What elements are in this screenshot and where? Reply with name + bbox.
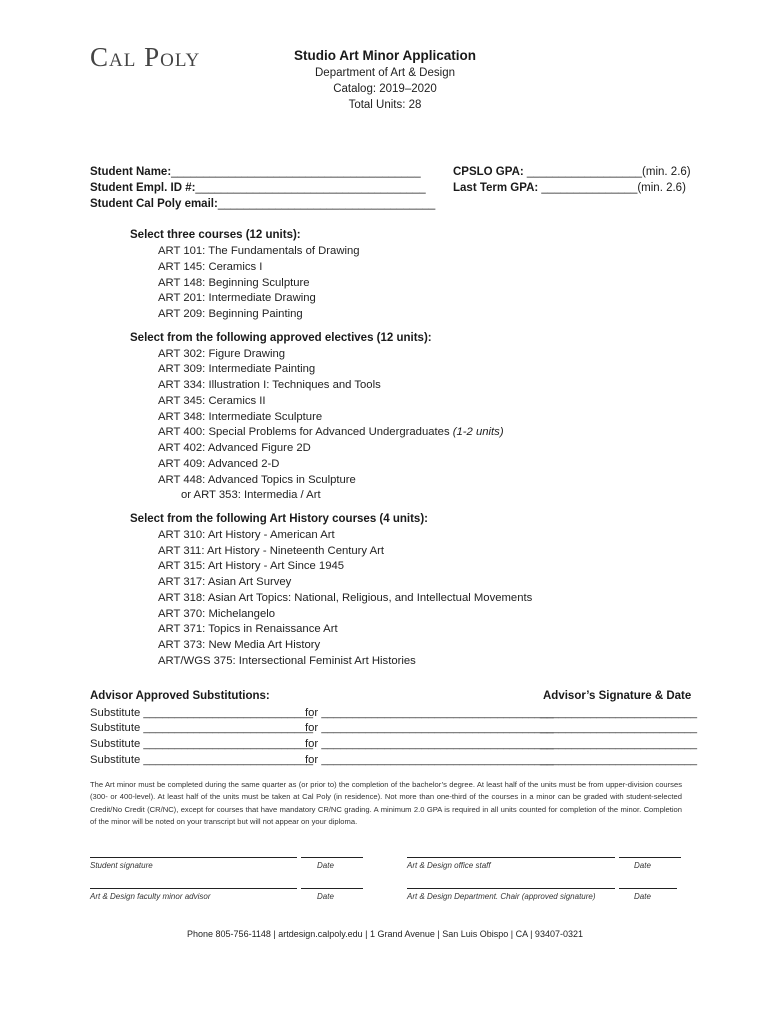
- course-item: ART 101: The Fundamentals of Drawing: [158, 245, 360, 257]
- student-name-line: _______________________________________: [171, 166, 421, 178]
- total-units: Total Units: 28: [348, 99, 422, 111]
- course-item: ART 345: Ceramics II: [158, 395, 266, 407]
- cpslo-gpa-note: (min. 2.6): [642, 166, 691, 178]
- policy-text: The Art minor must be completed during the same quarter as (or prior to) the completion of the bachelor’s degree. At least half of the units must be from upper-division courses (300- or 400-level). At least half of the units must be taken at Cal Poly (in residence). Not more than one-third of the courses in a minor can be graded with student-selected Credit/No Credit (CR/NC), except for courses that have mandatory CR/NC grading. A minimum 2.0 GPA is required in all units counted for completion of the minor. Completion of the minor will be noted on your transcript but will not appear on your diploma.: [90, 780, 682, 827]
- course-item-text: ART 400: Special Problems for Advanced Undergraduates: [158, 426, 450, 438]
- cpslo-gpa-line: __________________: [523, 166, 643, 178]
- last-term-gpa-label: Last Term GPA:: [453, 182, 539, 194]
- date-line[interactable]: [301, 888, 363, 889]
- course-item: ART 334: Illustration I: Techniques and Tools: [158, 379, 381, 391]
- page-title: Studio Art Minor Application: [294, 48, 476, 63]
- course-item: ART 302: Figure Drawing: [158, 348, 286, 360]
- substitution-label[interactable]: Substitute ___________________________: [90, 707, 314, 719]
- course-item: [158, 426, 504, 438]
- student-id-line: ____________________________________: [195, 182, 426, 194]
- course-item: ART/WGS 375: Intersectional Feminist Art Histories: [158, 655, 416, 667]
- substitution-signature[interactable]: _________________________: [540, 738, 698, 750]
- cpslo-gpa-field[interactable]: [453, 166, 691, 178]
- course-item: ART 373: New Media Art History: [158, 639, 321, 651]
- department-name: Department of Art & Design: [315, 67, 455, 79]
- chair-signature-line[interactable]: [407, 888, 615, 889]
- course-item: ART 311: Art History - Nineteenth Century Art: [158, 545, 385, 557]
- course-item: ART 315: Art History - Art Since 1945: [158, 560, 345, 572]
- substitution-for[interactable]: for _____________________________________: [305, 707, 554, 719]
- office-staff-signature-line[interactable]: [407, 857, 615, 858]
- date-label: Date: [317, 892, 334, 901]
- student-signature-label: Student signature: [90, 861, 153, 870]
- art-history-heading: Select from the following Art History courses (4 units):: [130, 513, 428, 525]
- student-id-field[interactable]: [90, 182, 426, 194]
- substitution-signature[interactable]: _________________________: [540, 707, 698, 719]
- course-item: ART 310: Art History - American Art: [158, 529, 335, 541]
- date-label: Date: [634, 892, 651, 901]
- faculty-advisor-signature-line[interactable]: [90, 888, 297, 889]
- student-email-label: Student Cal Poly email:: [90, 198, 218, 210]
- date-line[interactable]: [619, 888, 677, 889]
- course-item: ART 317: Asian Art Survey: [158, 576, 292, 588]
- date-line[interactable]: [619, 857, 681, 858]
- catalog-year: Catalog: 2019–2020: [333, 83, 437, 95]
- student-name-field[interactable]: [90, 166, 421, 178]
- course-item: ART 409: Advanced 2-D: [158, 458, 280, 470]
- course-item: ART 402: Advanced Figure 2D: [158, 442, 311, 454]
- course-item: ART 201: Intermediate Drawing: [158, 292, 316, 304]
- course-item: ART 448: Advanced Topics in Sculpture: [158, 474, 356, 486]
- office-staff-label: Art & Design office staff: [407, 861, 491, 870]
- student-email-line: __________________________________: [217, 198, 436, 210]
- course-item: ART 145: Ceramics I: [158, 261, 263, 273]
- last-term-gpa-line: _______________: [538, 182, 638, 194]
- footer-contact: Phone 805-756-1148 | artdesign.calpoly.edu | 1 Grand Avenue | San Luis Obispo | CA | 93407-0321: [187, 929, 583, 939]
- course-item: ART 370: Michelangelo: [158, 608, 276, 620]
- course-item: ART 309: Intermediate Painting: [158, 363, 316, 375]
- substitution-label[interactable]: Substitute ___________________________: [90, 722, 314, 734]
- student-name-label: Student Name:: [90, 166, 172, 178]
- advisor-signature-heading: Advisor’s Signature & Date: [543, 690, 692, 702]
- required-courses-heading: Select three courses (12 units):: [130, 229, 301, 241]
- substitution-for[interactable]: for _____________________________________: [305, 738, 554, 750]
- chair-label: Art & Design Department. Chair (approved signature): [407, 892, 596, 901]
- course-item: ART 348: Intermediate Sculpture: [158, 411, 323, 423]
- course-item: ART 148: Beginning Sculpture: [158, 277, 310, 289]
- date-line[interactable]: [301, 857, 363, 858]
- substitution-for[interactable]: for _____________________________________: [305, 754, 554, 766]
- substitution-signature[interactable]: _________________________: [540, 722, 698, 734]
- student-id-label: Student Empl. ID #:: [90, 182, 196, 194]
- cal-poly-logo: Cal Poly: [90, 42, 201, 72]
- student-email-field[interactable]: [90, 198, 435, 210]
- substitution-for[interactable]: for _____________________________________: [305, 722, 554, 734]
- faculty-advisor-label: Art & Design faculty minor advisor: [90, 892, 211, 901]
- date-label: Date: [317, 861, 334, 870]
- student-signature-line[interactable]: [90, 857, 297, 858]
- units-note: (1-2 units): [452, 426, 504, 438]
- substitutions-heading: Advisor Approved Substitutions:: [90, 690, 270, 702]
- substitution-label[interactable]: Substitute ___________________________: [90, 738, 314, 750]
- cpslo-gpa-label: CPSLO GPA:: [453, 166, 524, 178]
- electives-heading: Select from the following approved electives (12 units):: [130, 332, 432, 344]
- date-label: Date: [634, 861, 651, 870]
- substitution-label[interactable]: Substitute ___________________________: [90, 754, 314, 766]
- substitution-signature[interactable]: _________________________: [540, 754, 698, 766]
- course-item: ART 318: Asian Art Topics: National, Religious, and Intellectual Movements: [158, 592, 533, 604]
- last-term-gpa-field[interactable]: [453, 182, 686, 194]
- course-item: ART 209: Beginning Painting: [158, 308, 303, 320]
- last-term-gpa-note: (min. 2.6): [637, 182, 686, 194]
- course-alternative: or ART 353: Intermedia / Art: [181, 489, 321, 501]
- course-item: ART 371: Topics in Renaissance Art: [158, 623, 338, 635]
